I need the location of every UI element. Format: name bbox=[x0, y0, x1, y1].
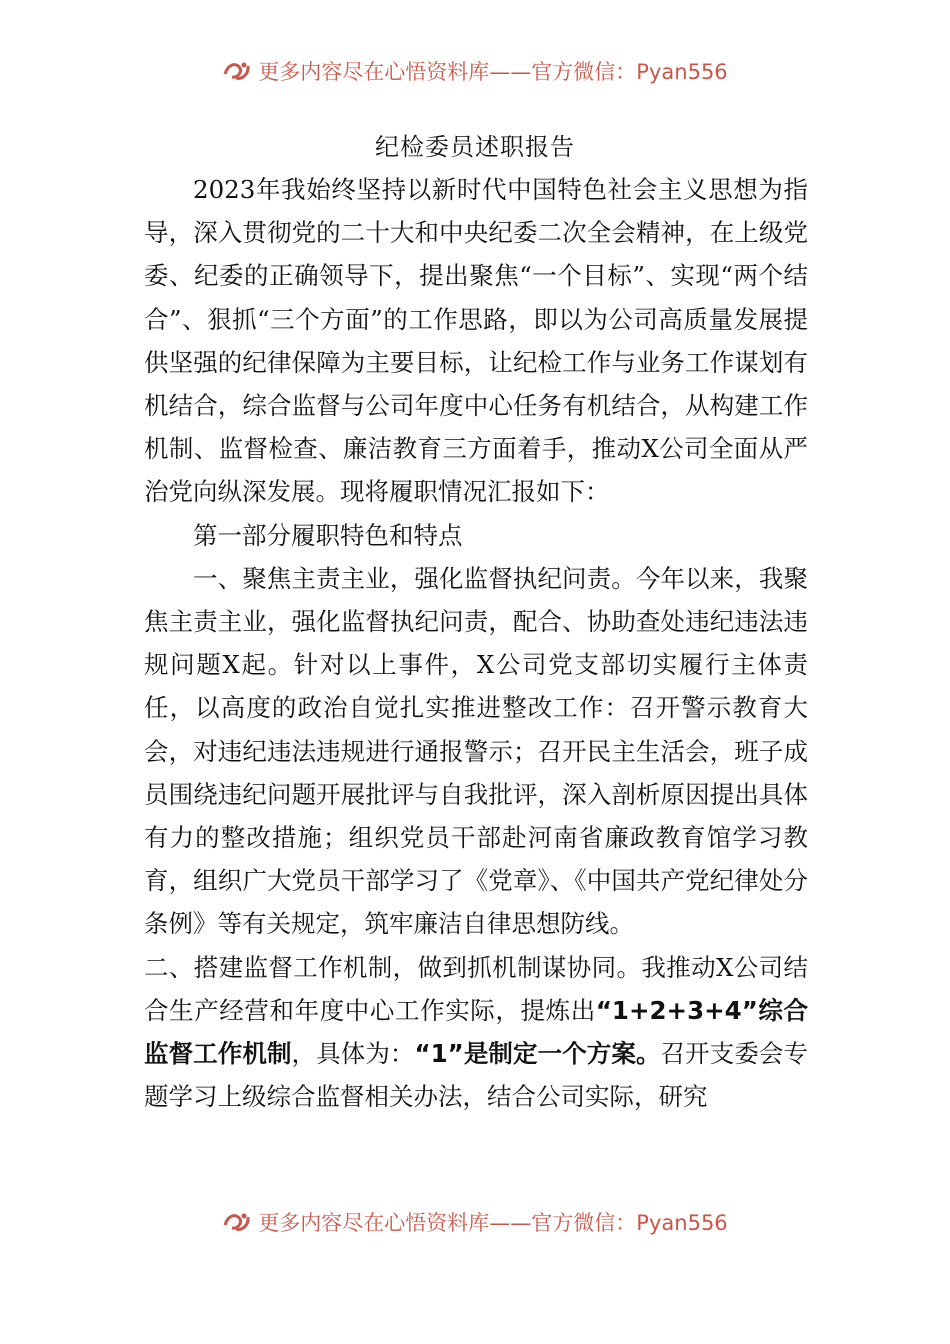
section-2-paragraph bbox=[144, 946, 808, 1119]
watermark-header bbox=[0, 56, 950, 86]
section-2-text-e: 召开支委会专题学习上级综合监督相关办法，结合公司实际，研究 bbox=[144, 1039, 809, 1112]
section-2-text-a: 二、搭建监督工作机制，做到抓机制谋协同。我推动X公司结合生产经营和年度中心工作实际，提炼出 bbox=[144, 952, 808, 1025]
watermark-logo-icon bbox=[222, 60, 252, 82]
watermark-footer bbox=[0, 1207, 950, 1237]
section-1-paragraph: 一、聚焦主责主业，强化监督执纪问责。今年以来，我聚焦主责主业，强化监督执纪问责，配合、协助查处违纪违法违规问题X起。针对以上事件，X公司党支部切实履行主体责任，以高度的政治自觉扎实推进整改工作：召开警示教育大会，对违纪违法违规进行通报警示；召开民主生活会，班子成员围绕违纪问题开展批评与自我批评，深入剖析原因提出具体有力的整改措施；组织党员干部赴河南省廉政教育馆学习教育，组织广大党员干部学习了《党章》、《中国共产党纪律处分条例》等有关规定，筑牢廉洁自律思想防线。 bbox=[144, 563, 808, 939]
document-title: 纪检委员述职报告 bbox=[375, 133, 575, 161]
watermark-text: 更多内容尽在心悟资料库——官方微信：Pyan556 bbox=[258, 1211, 728, 1235]
intro-paragraph: 2023年我始终坚持以新时代中国特色社会主义思想为指导，深入贯彻党的二十大和中央纪委二次全会精神，在上级党委、纪委的正确领导下，提出聚焦“一个目标”、实现“两个结合”、狠抓“三个方面”的工作思路，即以为公司高质量发展提供坚强的纪律保障为主要目标，让纪检工作与业务工作谋划有机结合，综合监督与公司年度中心任务有机结合，从构建工作机制、监督检查、廉洁教育三方面着手，推动X公司全面从严治党向纵深发展。现将履职情况汇报如下： bbox=[144, 175, 808, 507]
section-2-plan-bold: “1”是制定一个方案。 bbox=[414, 1039, 661, 1069]
watermark-logo-icon bbox=[222, 1211, 252, 1233]
document-body bbox=[144, 168, 808, 1118]
section-2-text-c: ，具体为： bbox=[291, 1039, 415, 1069]
section-2-mechanism-bold: “1+2+3+4”综合监督工作机制 bbox=[144, 995, 808, 1069]
part-heading: 第一部分履职特色和特点 bbox=[193, 520, 463, 550]
watermark-text: 更多内容尽在心悟资料库——官方微信：Pyan556 bbox=[258, 60, 728, 84]
